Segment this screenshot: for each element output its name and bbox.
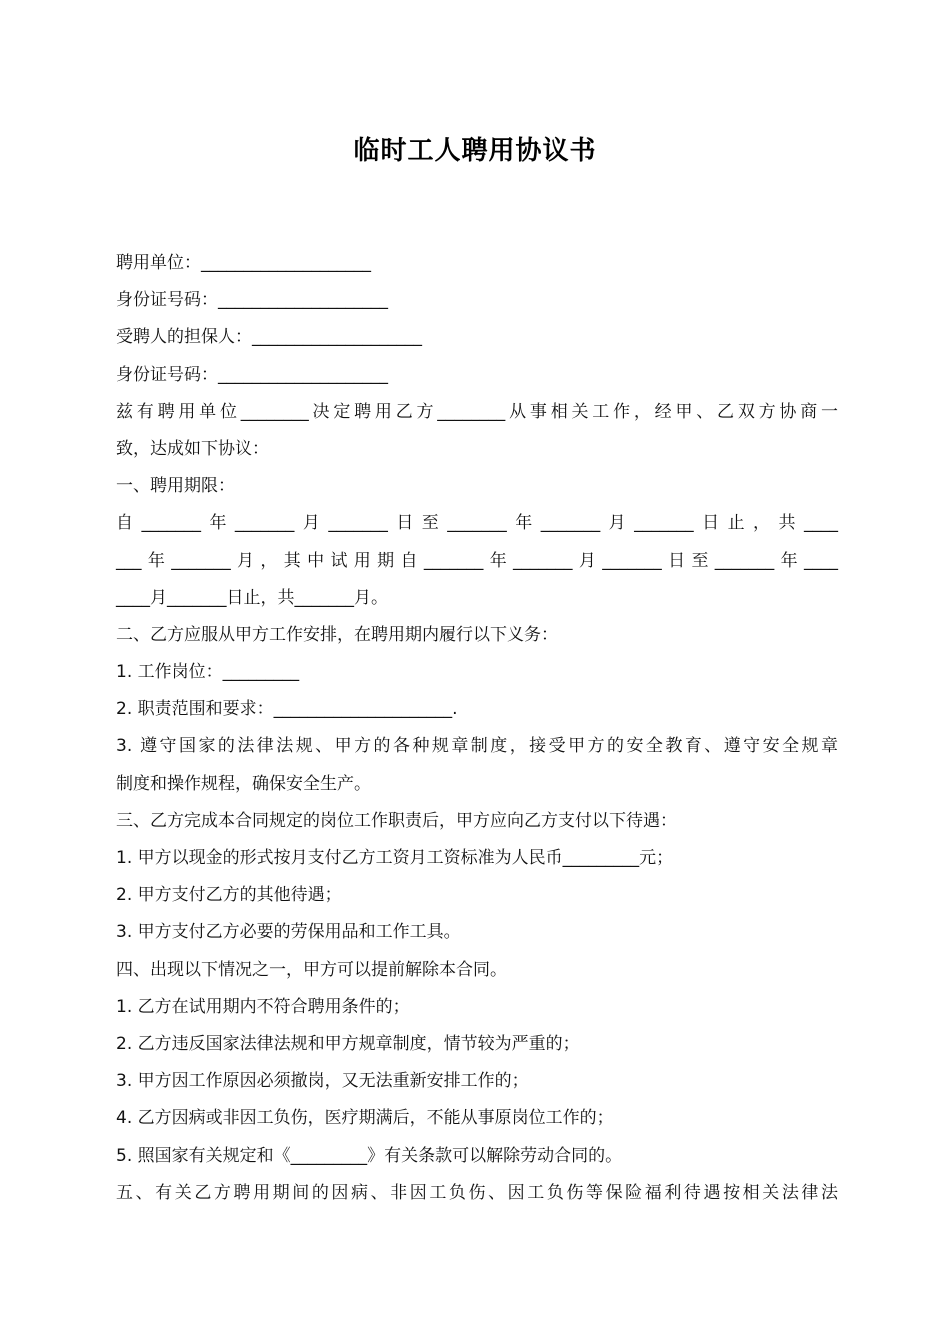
clause-line: 1. 甲方以现金的形式按月支付乙方工资月工资标准为人民币_________元； [116,848,674,868]
section-heading: 四、出现以下情况之一，甲方可以提前解除本合同。 [116,959,507,980]
section-heading: 一、聘用期限： [116,476,235,497]
section-heading: 三、乙方完成本合同规定的岗位工作职责后，甲方应向乙方支付以下待遇： [116,810,677,831]
clause-line: 5. 照国家有关规定和《_________》有关条款可以解除劳动合同的。 [116,1145,623,1166]
clause-line: 1. 工作岗位：_________ [116,662,300,683]
document-title: 临时工人聘用协议书 [353,136,597,166]
preamble-line: 致，达成如下协议： [116,438,269,459]
section-heading: 二、乙方应服从甲方工作安排，在聘用期内履行以下义务： [116,624,558,645]
clause-line: 1. 乙方在试用期内不符合聘用条件的； [116,996,410,1017]
id-number-field-line: 身份证号码：____________________ [116,290,388,311]
employer-field-line: 聘用单位：____________________ [116,253,371,273]
clause-line: 2. 职责范围和要求：_____________________. [116,699,458,720]
term-line: ___年_______月，其中试用期自_______年_______月_______日至_______年____ [116,550,838,571]
term-line: 自_______年_______月_______日至_______年_______月_______日止，共____ [116,513,838,534]
section-heading: 五、有关乙方聘用期间的因病、非因工负伤、因工负伤等保险福利待遇按相关法律法 [116,1182,838,1203]
clause-line: 2. 甲方支付乙方的其他待遇； [116,885,342,906]
clause-line: 4. 乙方因病或非因工负伤，医疗期满后，不能从事原岗位工作的； [116,1108,614,1129]
preamble-line: 兹有聘用单位________决定聘用乙方________从事相关工作，经甲、乙双方协商一 [116,401,838,422]
term-line: ____月_______日止，共_______月。 [116,587,388,608]
clause-line: 2. 乙方违反国家法律法规和甲方规章制度，情节较为严重的； [116,1033,580,1054]
clause-line: 3. 甲方因工作原因必须撤岗，又无法重新安排工作的； [116,1071,529,1092]
clause-line: 3. 遵守国家的法律法规、甲方的各种规章制度，接受甲方的安全教育、遵守安全规章 [116,736,838,757]
guarantor-id-field-line: 身份证号码：____________________ [116,364,388,385]
document-body [116,245,838,1212]
clause-line: 制度和操作规程，确保安全生产。 [116,773,371,794]
guarantor-field-line: 受聘人的担保人：____________________ [116,327,422,348]
clause-line: 3. 甲方支付乙方必要的劳保用品和工作工具。 [116,922,461,943]
